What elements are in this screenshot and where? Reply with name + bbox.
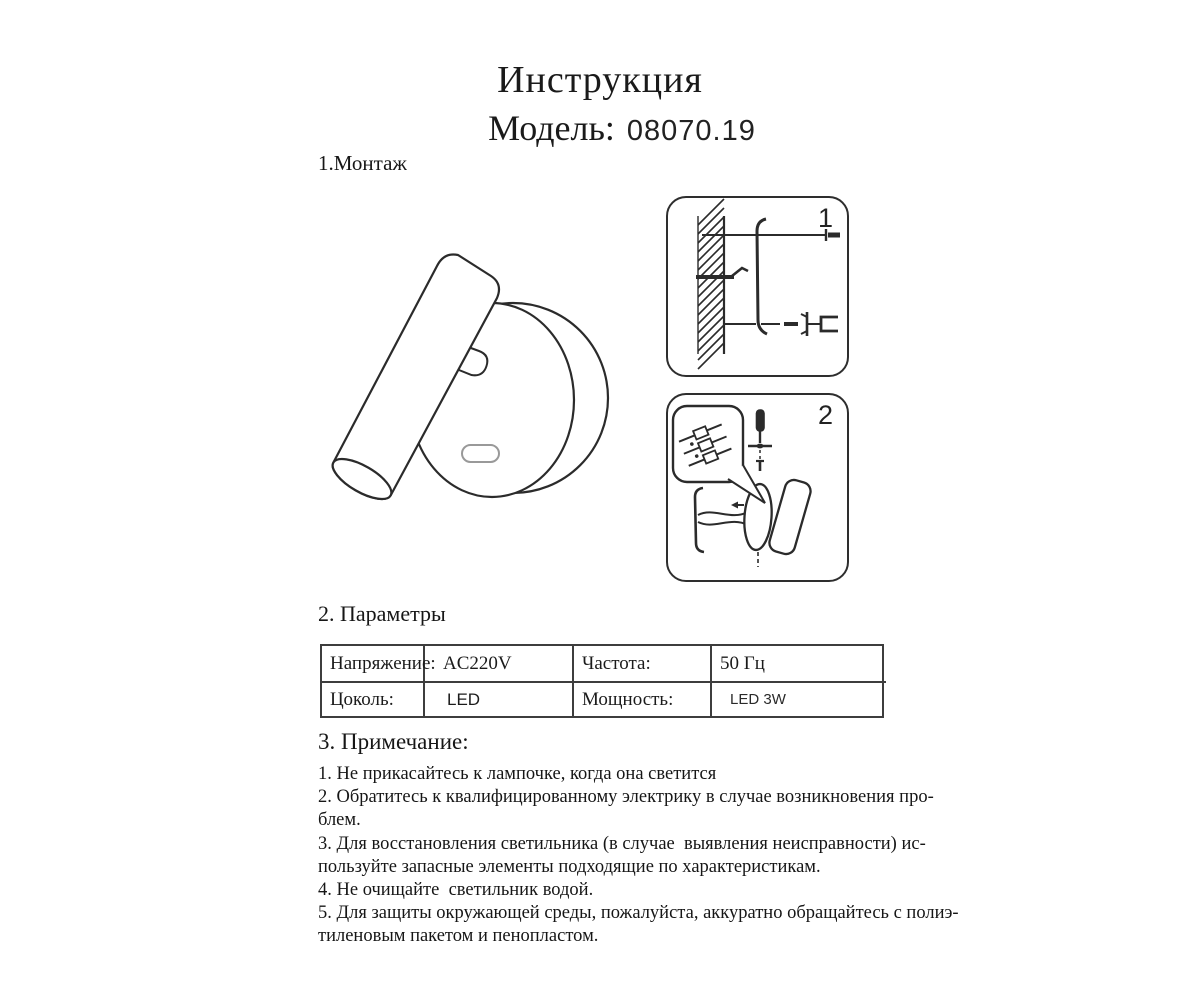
note-line: 2. Обратитесь к квалифицированному электрику в случае возникновения про- [318,787,934,808]
model-line [0,109,1200,149]
note-line: 4. Не очищайте светильник водой. [318,880,594,901]
notes-list [318,763,959,949]
note-line: 1. Не прикасайтесь к лампочке, когда она светится [318,764,717,784]
parameters-heading: 2. Параметры [318,601,446,626]
wall-lamp-drawing [320,246,625,546]
param-value-voltage: AC220V [425,646,574,683]
step1-number: 1 [817,203,833,233]
page-title: Инструкция [497,59,703,101]
note-line: 3. Для восстановления светильника (в случае выявления неисправности) ис- [318,833,926,854]
note-line: тиленовым пакетом и пенопластом. [318,926,599,947]
note-line: пользуйте запасные элементы подходящие по характеристикам. [318,856,821,877]
mounting-heading: 1.Монтаж [318,151,407,175]
param-value-frequency: 50 Гц [712,646,886,683]
mounting-step1-panel [666,196,849,377]
param-value-socket: LED [425,683,574,716]
notes-heading: 3. Примечание: [318,729,469,754]
mounting-step2-panel [666,393,849,582]
note-line: 5. Для защиты окружающей среды, пожалуйста, аккуратно обращайтесь с полиэ- [318,903,959,924]
param-value-power: LED 3W [730,691,786,708]
param-label-voltage: Напряжение: [322,646,425,683]
param-label-socket: Цоколь: [322,683,425,716]
step2-number: 2 [817,400,833,430]
model-label: Модель: [488,108,615,148]
model-number: 08070.19 [626,115,756,147]
param-label-frequency: Частота: [574,646,712,683]
parameters-table [320,644,884,718]
note-line: блем. [318,810,361,831]
param-label-power: Мощность: [574,683,712,716]
